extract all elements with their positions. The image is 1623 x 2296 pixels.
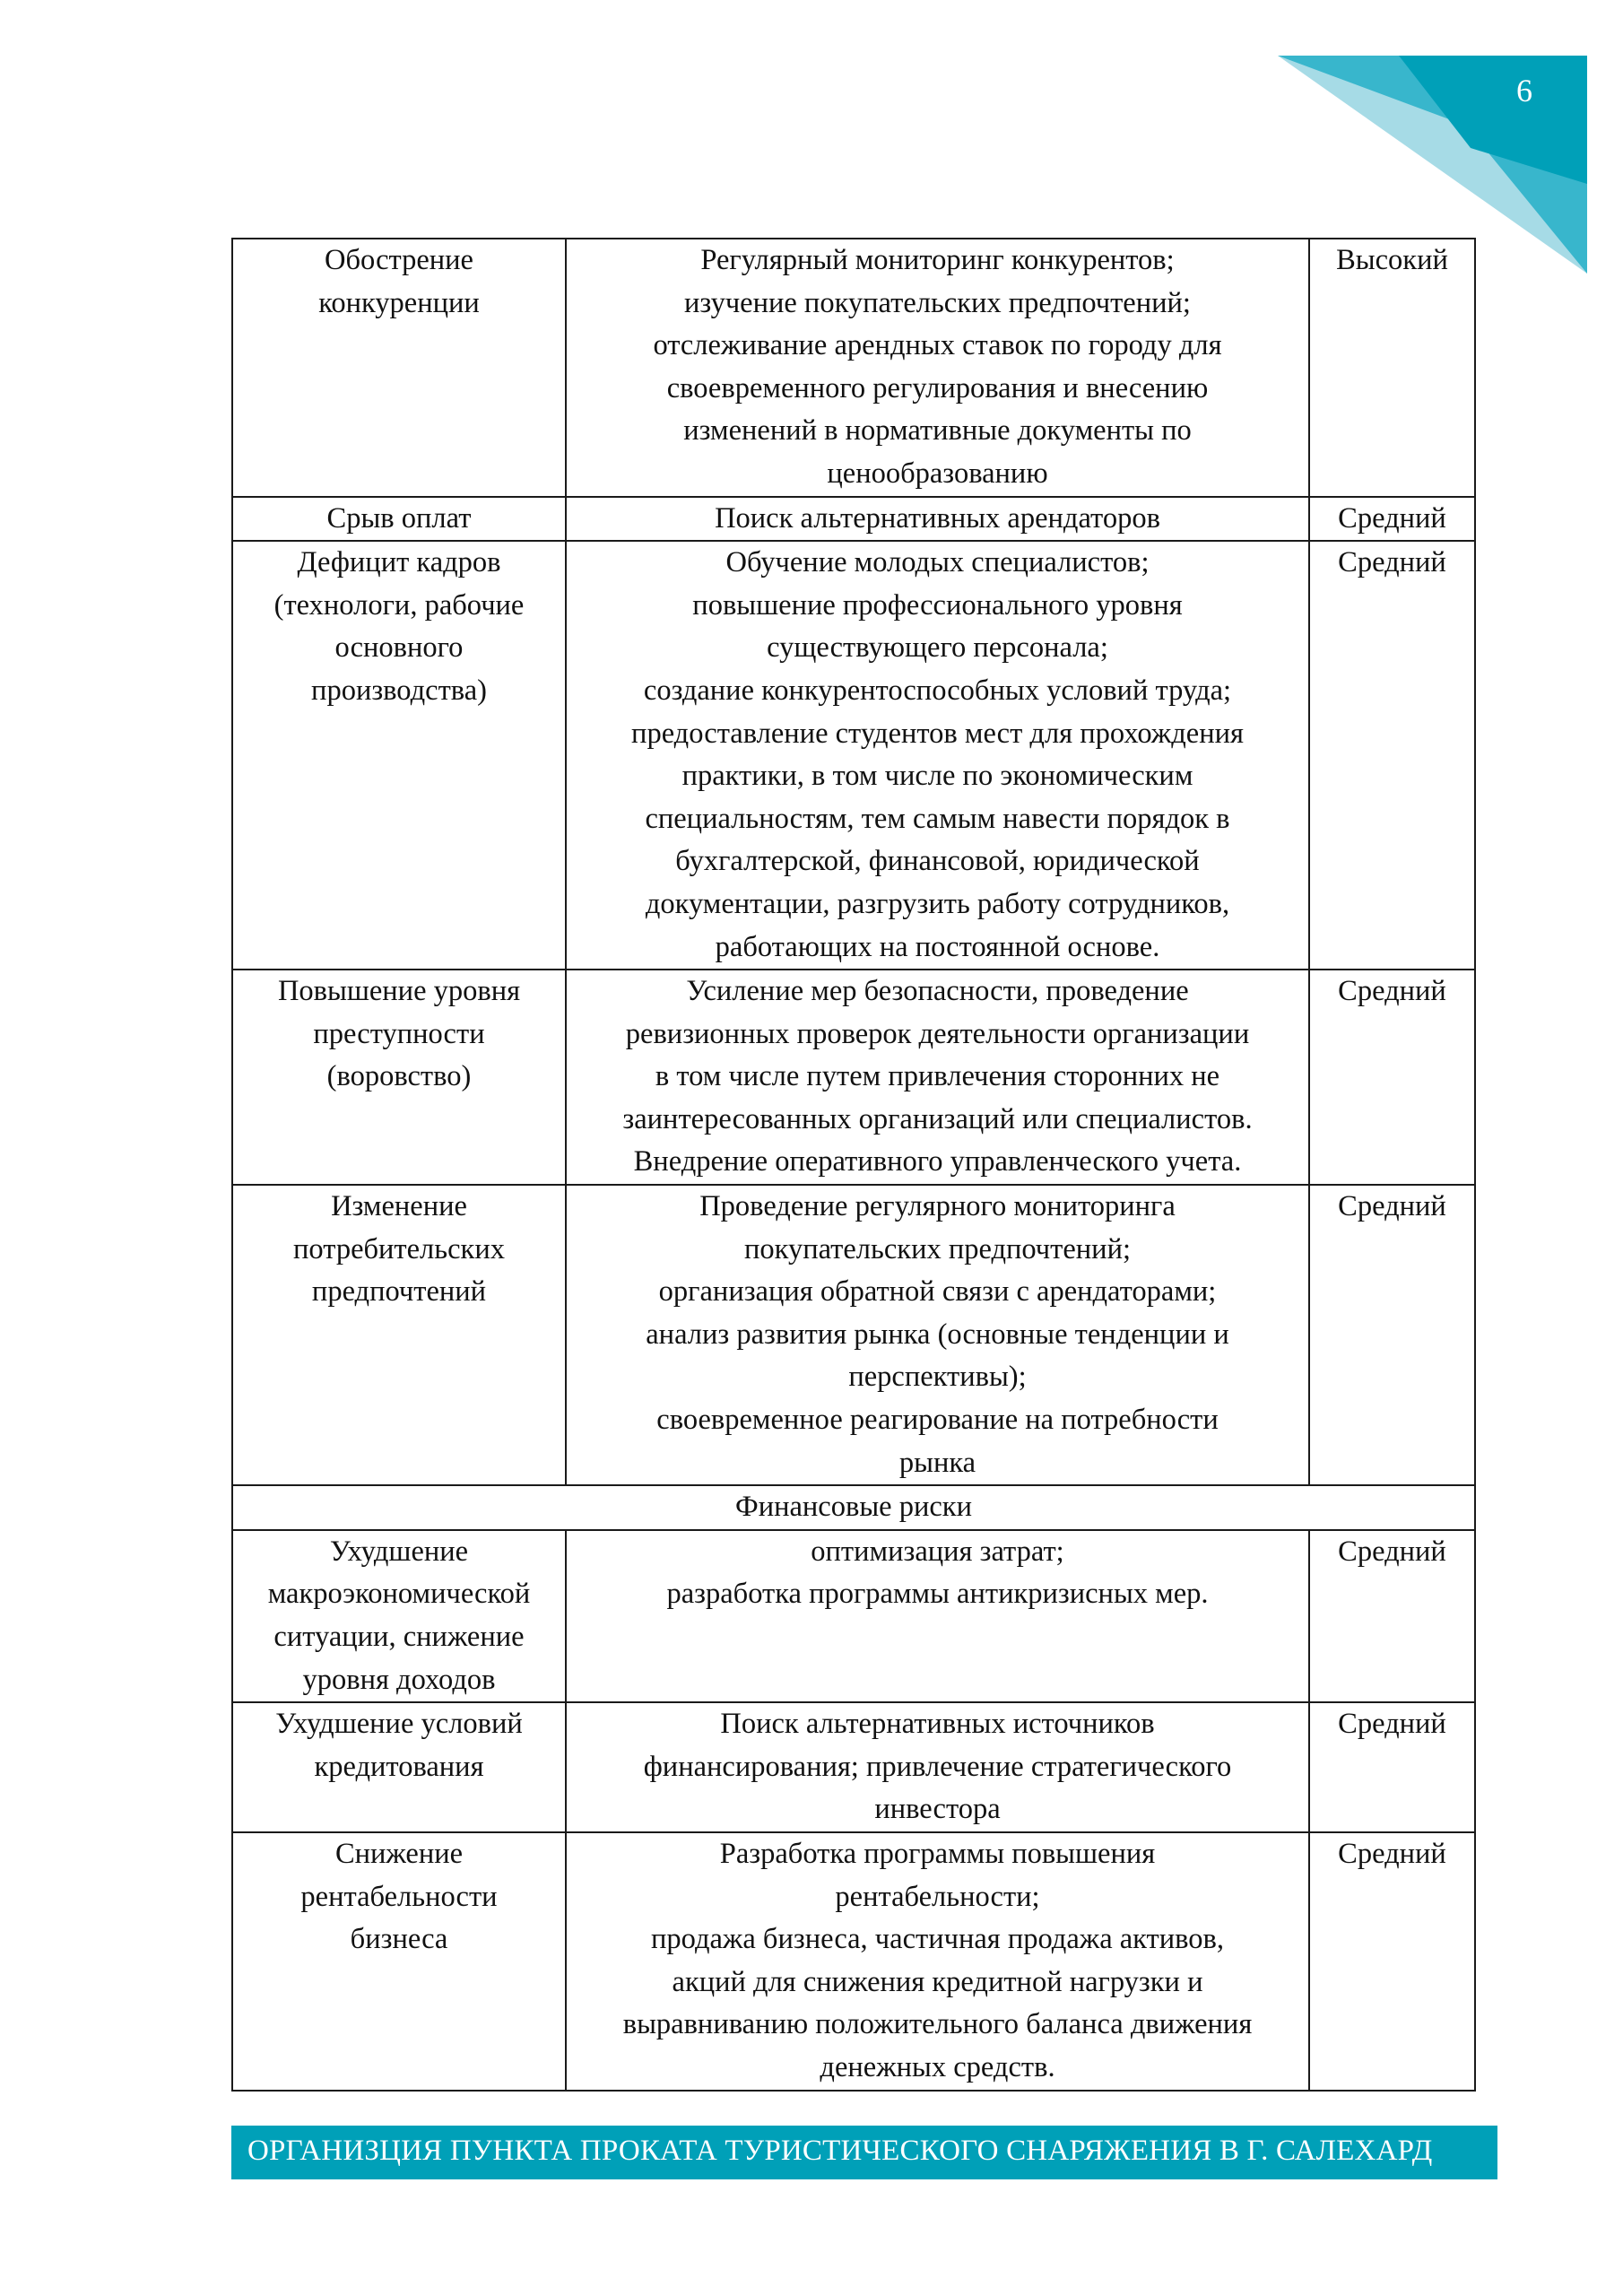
level-cell: Средний [1309, 1832, 1475, 2091]
measure-text: своевременное реагирование на потребности [656, 1404, 1219, 1437]
measure-text: Внедрение оперативного управленческого учета. [633, 1145, 1242, 1178]
measure-text: оптимизация затрат; [811, 1535, 1064, 1568]
risk-text: макроэкономической [267, 1578, 531, 1611]
risk-text: Срыв оплат [326, 501, 472, 535]
measures-cell [566, 1702, 1309, 1832]
risk-cell [232, 1530, 566, 1702]
level-cell: Средний [1309, 1530, 1475, 1702]
measure-text: специальностям, тем самым навести порядок в [645, 802, 1230, 835]
risk-text: Обострение [325, 244, 473, 276]
measure-text: бухгалтерской, финансовой, юридической [675, 845, 1200, 878]
measure-text: Поиск альтернативных источников [720, 1708, 1155, 1741]
risk-text: уровня доходов [302, 1663, 496, 1696]
footer-title: ОРГАНИЗЦИЯ ПУНКТА ПРОКАТА ТУРИСТИЧЕСКОГО СНАРЯЖЕНИЯ В Г. САЛЕХАРД [247, 2135, 1433, 2167]
risk-text: Изменение [331, 1190, 467, 1223]
measures-cell [566, 541, 1309, 970]
measure-text: в том числе путем привлечения сторонних не [655, 1060, 1220, 1093]
risk-text: преступности [313, 1017, 485, 1050]
measure-text: организация обратной связи с арендаторами; [658, 1275, 1217, 1309]
measure-text: повышение профессионального уровня [692, 588, 1183, 622]
footer-banner [231, 2126, 1497, 2179]
level-cell: Высокий [1309, 239, 1475, 497]
measure-text: заинтересованных организаций или специалистов. [622, 1102, 1253, 1135]
level-cell: Средний [1309, 541, 1475, 970]
measures-cell [566, 970, 1309, 1185]
measure-text: Регулярный мониторинг конкурентов; [700, 244, 1175, 276]
measure-text: финансирования; привлечение стратегического [643, 1750, 1232, 1783]
risk-text: (воровство) [326, 1060, 472, 1093]
risk-cell [232, 541, 566, 970]
measure-text: инвестора [874, 1793, 1001, 1826]
measure-text: рентабельности; [835, 1880, 1040, 1913]
measure-text: Поиск альтернативных арендаторов [715, 501, 1160, 535]
measure-text: отслеживание арендных ставок по городу для [653, 329, 1222, 362]
risk-text: бизнеса [350, 1923, 448, 1956]
risk-text: Ухудшение условий [275, 1708, 523, 1741]
risk-cell [232, 239, 566, 497]
measure-text: продажа бизнеса, частичная продажа активов, [651, 1923, 1224, 1956]
measure-text: работающих на постоянной основе. [715, 930, 1160, 963]
risk-text: кредитования [314, 1750, 484, 1783]
measures-cell [566, 1185, 1309, 1485]
measures-cell [566, 1530, 1309, 1702]
section-title: Финансовые риски [232, 1485, 1475, 1530]
measure-text: анализ развития рынка (основные тенденции и [646, 1318, 1229, 1351]
measure-text: денежных средств. [820, 2050, 1055, 2083]
measure-text: ревизионных проверок деятельности организации [625, 1017, 1250, 1050]
risk-text: производства) [311, 674, 487, 707]
measure-text: существующего персонала; [767, 631, 1108, 665]
measures-cell [566, 1832, 1309, 2091]
risk-text: (технологи, рабочие [273, 588, 525, 622]
risk-text: Повышение уровня [277, 975, 521, 1008]
measure-text: перспективы); [848, 1361, 1027, 1394]
measure-text: документации, разгрузить работу сотрудников, [645, 887, 1230, 920]
measure-text: своевременного регулирования и внесению [666, 371, 1209, 404]
measures-cell [566, 497, 1309, 542]
level-cell: Средний [1309, 970, 1475, 1185]
risk-table [231, 238, 1476, 2092]
risk-text: основного [334, 631, 464, 665]
table-row [232, 1530, 1475, 1702]
level-cell: Средний [1309, 1702, 1475, 1832]
risk-text: предпочтений [311, 1275, 487, 1309]
table-row [232, 239, 1475, 497]
measure-text: рынка [898, 1446, 976, 1479]
table-row [232, 541, 1475, 970]
risk-cell [232, 1832, 566, 2091]
risk-cell [232, 970, 566, 1185]
measure-text: акций для снижения кредитной нагрузки и [672, 1965, 1203, 1998]
risk-text: рентабельности [300, 1880, 498, 1913]
measure-text: Усиление мер безопасности, проведение [686, 975, 1189, 1008]
measure-text: ценообразованию [827, 457, 1048, 490]
risk-text: потребительских [293, 1232, 505, 1265]
measure-text: изменений в нормативные документы по [683, 414, 1192, 448]
measure-text: Обучение молодых специалистов; [725, 546, 1150, 579]
measure-text: выравниванию положительного баланса движения [622, 2008, 1253, 2041]
risk-cell [232, 497, 566, 542]
measure-text: изучение покупательских предпочтений; [684, 286, 1191, 319]
risk-text: конкуренции [318, 286, 480, 319]
table-row [232, 1185, 1475, 1485]
measure-text: предоставление студентов мест для прохождения [631, 717, 1244, 750]
level-cell: Средний [1309, 497, 1475, 542]
measure-text: Проведение регулярного мониторинга [699, 1190, 1176, 1223]
risk-text: Дефицит кадров [297, 546, 501, 579]
measure-text: разработка программы антикризисных мер. [666, 1578, 1209, 1611]
section-header-row [232, 1485, 1475, 1530]
level-cell: Средний [1309, 1185, 1475, 1485]
table-row [232, 970, 1475, 1185]
measure-text: практики, в том числе по экономическим [681, 760, 1193, 793]
measure-text: Разработка программы повышения [719, 1837, 1156, 1870]
risk-cell [232, 1185, 566, 1485]
table-row [232, 497, 1475, 542]
risk-text: Снижение [334, 1837, 464, 1870]
risk-cell [232, 1702, 566, 1832]
risk-text: ситуации, снижение [273, 1621, 525, 1653]
risk-text: Ухудшение [329, 1535, 469, 1568]
measures-cell [566, 239, 1309, 497]
table-row [232, 1832, 1475, 2091]
table-row [232, 1702, 1475, 1832]
page-number: 6 [1516, 73, 1532, 109]
measure-text: покупательских предпочтений; [743, 1232, 1131, 1265]
measure-text: создание конкурентоспособных условий труда; [643, 674, 1232, 707]
